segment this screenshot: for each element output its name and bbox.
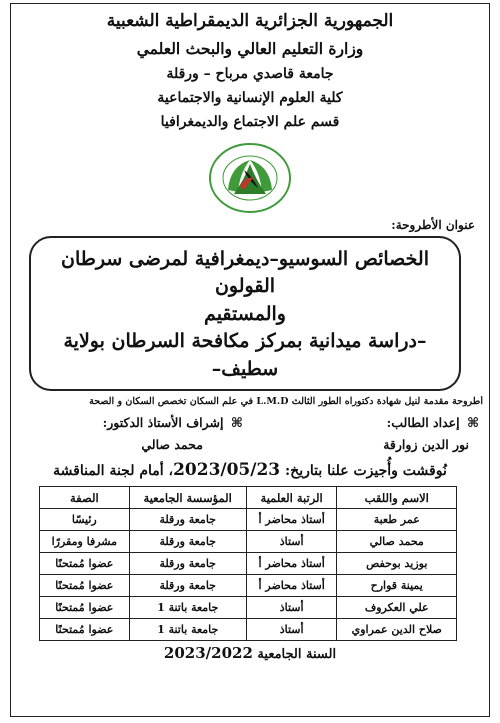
jury-institution: جامعة ورقلة (129, 509, 246, 531)
jury-role: عضوا مُمتحنًا (40, 597, 130, 619)
thesis-title-line-1: الخصائص السوسيو–ديمغرافية لمرضى سرطان القولون (61, 247, 429, 298)
table-row (40, 531, 457, 553)
thesis-title-label: عنوان الأطروحة: (391, 217, 475, 232)
jury-table (39, 486, 457, 641)
academic-year-value: 2023/2022 (163, 644, 253, 663)
table-row (40, 575, 457, 597)
university-seal-icon (200, 136, 300, 216)
thesis-title-box (29, 236, 461, 392)
jury-rank: أستاذ محاضر أ (246, 575, 337, 597)
jury-name: يمينة قوارح (337, 575, 457, 597)
jury-institution: جامعة ورقلة (129, 531, 246, 553)
defense-date: 2023/05/23 (173, 460, 281, 481)
jury-rank: أستاذ محاضر أ (246, 509, 337, 531)
jury-role: عضوا مُمتحنًا (40, 619, 130, 641)
jury-rank: أستاذ محاضر أ (246, 553, 337, 575)
republic-name: الجمهورية الجزائرية الديمقراطية الشعبية (106, 11, 394, 31)
table-row (40, 553, 457, 575)
jury-name: بوزيد بوحفص (337, 553, 457, 575)
academic-year (11, 644, 489, 662)
ministry-name: وزارة التعليم العالي والبحث العلمي (136, 38, 364, 58)
degree-note: أطروحة مقدمة لنيل شهادة دكتوراه الطور الثالث L.M.D في علم السكان تخصص السكان و الصحة (89, 396, 483, 408)
table-row (40, 509, 457, 531)
university-name: جامعة قاصدي مرباح – ورقلة (166, 65, 334, 82)
jury-name: صلاح الدين عمراوي (337, 619, 457, 641)
thesis-title-line-2: والمستقيم (204, 302, 286, 325)
faculty-name: كلية العلوم الإنسانية والاجتماعية (157, 89, 343, 106)
defense-statement (11, 460, 489, 480)
jury-institution: جامعة باتنة 1 (129, 597, 246, 619)
jury-name: محمد صالي (337, 531, 457, 553)
jury-rank: أستاذ (246, 531, 337, 553)
bullet-icon: ⌘ (230, 416, 243, 432)
jury-rank: أستاذ (246, 619, 337, 641)
jury-header-row (40, 487, 457, 509)
jury-name: علي العكروف (337, 597, 457, 619)
jury-role: عضوا مُمتحنًا (40, 553, 130, 575)
bullet-icon: ⌘ (466, 416, 479, 432)
supervisor-block (25, 415, 243, 452)
table-row (40, 619, 457, 641)
col-header-rank: الرتبة العلمية (246, 487, 337, 509)
people-section (25, 415, 479, 452)
jury-institution: جامعة ورقلة (129, 553, 246, 575)
col-header-role: الصفة (40, 487, 130, 509)
thesis-title-line-3: –دراسة ميدانية بمركز مكافحة السرطان بولاية سطيف– (63, 330, 427, 380)
academic-year-label: السنة الجامعية (252, 647, 337, 663)
jury-name: عمر طعبة (337, 509, 457, 531)
defense-text-before: نُوقشت وأُجيزت علنا بتاريخ: (280, 463, 447, 480)
col-header-name: الاسم واللقب (337, 487, 457, 509)
jury-rank: أستاذ (246, 597, 337, 619)
university-logo (11, 136, 489, 216)
col-header-institution: المؤسسة الجامعية (129, 487, 246, 509)
jury-role: عضوا مُمتحنًا (40, 575, 130, 597)
jury-institution: جامعة ورقلة (129, 575, 246, 597)
student-name: نور الدين زوارقة (383, 437, 469, 453)
table-row (40, 597, 457, 619)
defense-text-after: ، أمام لجنة المناقشة (53, 463, 174, 480)
department-name: قسم علم الاجتماع والديمغرافيا (160, 113, 340, 130)
student-block (261, 415, 479, 452)
jury-role: مشرفا ومقررًا (40, 531, 130, 553)
thesis-cover-page (10, 3, 490, 717)
supervisor-label: إشراف الأستاذ الدكتور: (102, 415, 224, 431)
supervisor-name: محمد صالي (141, 437, 203, 453)
jury-institution: جامعة باتنة 1 (129, 619, 246, 641)
institution-header (11, 10, 489, 132)
jury-role: رئيسًا (40, 509, 130, 531)
student-label: إعداد الطالب: (386, 415, 460, 431)
